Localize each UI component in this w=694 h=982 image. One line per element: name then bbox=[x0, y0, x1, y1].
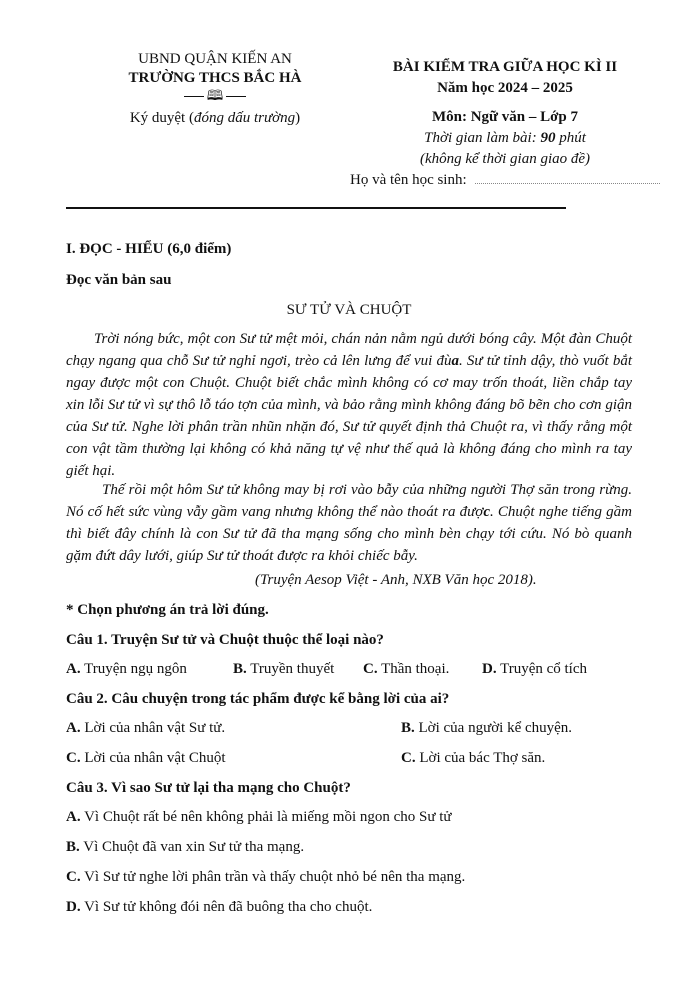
q2-option-a[interactable]: A. Lời của nhân vật Sư tử. bbox=[66, 720, 226, 736]
story-p1-text-a: Trời nóng bức, một con Sư tử mệt mỏi, chán nản nằm ngủ dưới bóng cây. Một đàn Chuột chạy ngang qua chỗ Sư tử nghỉ ngơi, trèo cả lên lưng để vui đù bbox=[66, 331, 632, 369]
school-name: TRƯỜNG THCS BẮC HÀ bbox=[128, 70, 302, 86]
book-emblem bbox=[90, 88, 340, 106]
time-line bbox=[355, 128, 655, 149]
district-name: UBND QUẬN KIẾN AN bbox=[138, 51, 292, 67]
student-name-row bbox=[350, 171, 680, 189]
story-p2-text-c: . Chuột nghe tiếng gầm thì biết đây chính là con Sư tử đã tha mạng sống cho mình bèn chạy tới cứu. Nó bò quanh gặm đứt dây lưới, giúp Sư tử thoát được ra khỏi chiếc bẫy. bbox=[66, 504, 633, 564]
q1-option-d[interactable]: D. Truyện cổ tích bbox=[482, 661, 588, 677]
q3-option-a[interactable]: A. Vì Chuột rất bé nên không phải là miếng mồi ngon cho Sư tử bbox=[66, 809, 452, 825]
story-p2-text-b: c bbox=[483, 504, 490, 520]
school-year: Năm học 2024 – 2025 bbox=[437, 80, 573, 96]
time-note: (không kể thời gian giao đề) bbox=[419, 151, 591, 167]
approval-suffix: ) bbox=[295, 110, 301, 126]
story-title: SƯ TỬ VÀ CHUỘT bbox=[286, 302, 412, 318]
header-divider bbox=[66, 207, 566, 209]
book-icon: 🕮 bbox=[206, 89, 224, 104]
emblem-rule-left bbox=[184, 96, 204, 97]
student-name-label: Họ và tên học sinh: bbox=[350, 172, 467, 188]
question-1: Câu 1. Truyện Sư tử và Chuột thuộc thể loại nào? bbox=[66, 632, 384, 648]
story-source: (Truyện Aesop Việt - Anh, NXB Văn học 2018). bbox=[255, 572, 537, 588]
exam-header bbox=[355, 57, 655, 170]
q3-option-b[interactable]: B. Vì Chuột đã van xin Sư tử tha mạng. bbox=[66, 839, 305, 855]
school-header bbox=[90, 50, 340, 128]
approval-stamp-note: đóng dấu trường bbox=[193, 110, 296, 126]
q1-option-b[interactable]: B. Truyền thuyết bbox=[233, 661, 335, 677]
time-suffix: phút bbox=[555, 130, 586, 146]
q2-option-d[interactable]: C. Lời của bác Thợ săn. bbox=[401, 750, 546, 766]
q2-option-c[interactable]: C. Lời của nhân vật Chuột bbox=[66, 750, 226, 766]
subject-line: Môn: Ngữ văn – Lớp 7 bbox=[431, 109, 579, 125]
q2-option-b[interactable]: B. Lời của người kể chuyện. bbox=[401, 720, 573, 736]
approval-line bbox=[90, 109, 340, 128]
approval-prefix: Ký duyệt ( bbox=[129, 110, 194, 126]
reading-instruction: Đọc văn bản sau bbox=[66, 272, 172, 288]
emblem-rule-right bbox=[226, 96, 246, 97]
story-p2-text-a: Thế rồi một hôm Sư tử không may bị rơi vào bẫy của những người Thợ săn trong rừng. Nó cố hết sức vùng vẫy gầm vang nhưng không thể nào thoát ra đượ bbox=[66, 482, 632, 520]
q1-option-a[interactable]: A. Truyện ngụ ngôn bbox=[66, 661, 187, 677]
time-value: 90 bbox=[540, 130, 556, 146]
story-p1-text-c: . Sư tử tỉnh dậy, thò vuốt bắt ngay được một con Chuột. Chuột biết chắc mình không có cơ may trốn thoát, liền chắp tay xin lỗi Sư tử vì sự thô lỗ táo tợn của mình, và bảo rằng mình không đáng bõ bẽn cho cơn giận của Sư tử. Nghe lời phân trần nhũn nhặn đó, Sư tử quyết định thả Chuột ra, vì thấy rằng một con vật tầm thường lại không có khả năng tự vệ như thế quả là không đáng cho mình ra tay giết hại. bbox=[66, 353, 632, 479]
story-paragraph-1 bbox=[66, 328, 632, 482]
q3-option-c[interactable]: C. Vì Sư tử nghe lời phân trần và thấy chuột nhỏ bé nên tha mạng. bbox=[66, 869, 466, 885]
section-heading: I. ĐỌC - HIỂU (6,0 điểm) bbox=[66, 241, 232, 257]
quiz-instruction: * Chọn phương án trả lời đúng. bbox=[66, 602, 269, 618]
q3-option-d[interactable]: D. Vì Sư tử không đói nên đã buông tha cho chuột. bbox=[66, 899, 373, 915]
question-2: Câu 2. Câu chuyện trong tác phẩm được kể bằng lời của ai? bbox=[66, 691, 450, 707]
exam-title: BÀI KIỂM TRA GIỮA HỌC KÌ II bbox=[392, 59, 618, 75]
q1-option-c[interactable]: C. Thần thoại. bbox=[363, 661, 450, 677]
student-name-field[interactable] bbox=[475, 171, 660, 184]
time-prefix: Thời gian làm bài: bbox=[424, 130, 541, 146]
story-p1-text-b: a bbox=[451, 353, 459, 369]
question-3: Câu 3. Vì sao Sư tử lại tha mạng cho Chuột? bbox=[66, 780, 351, 796]
story-paragraph-2 bbox=[66, 479, 632, 567]
